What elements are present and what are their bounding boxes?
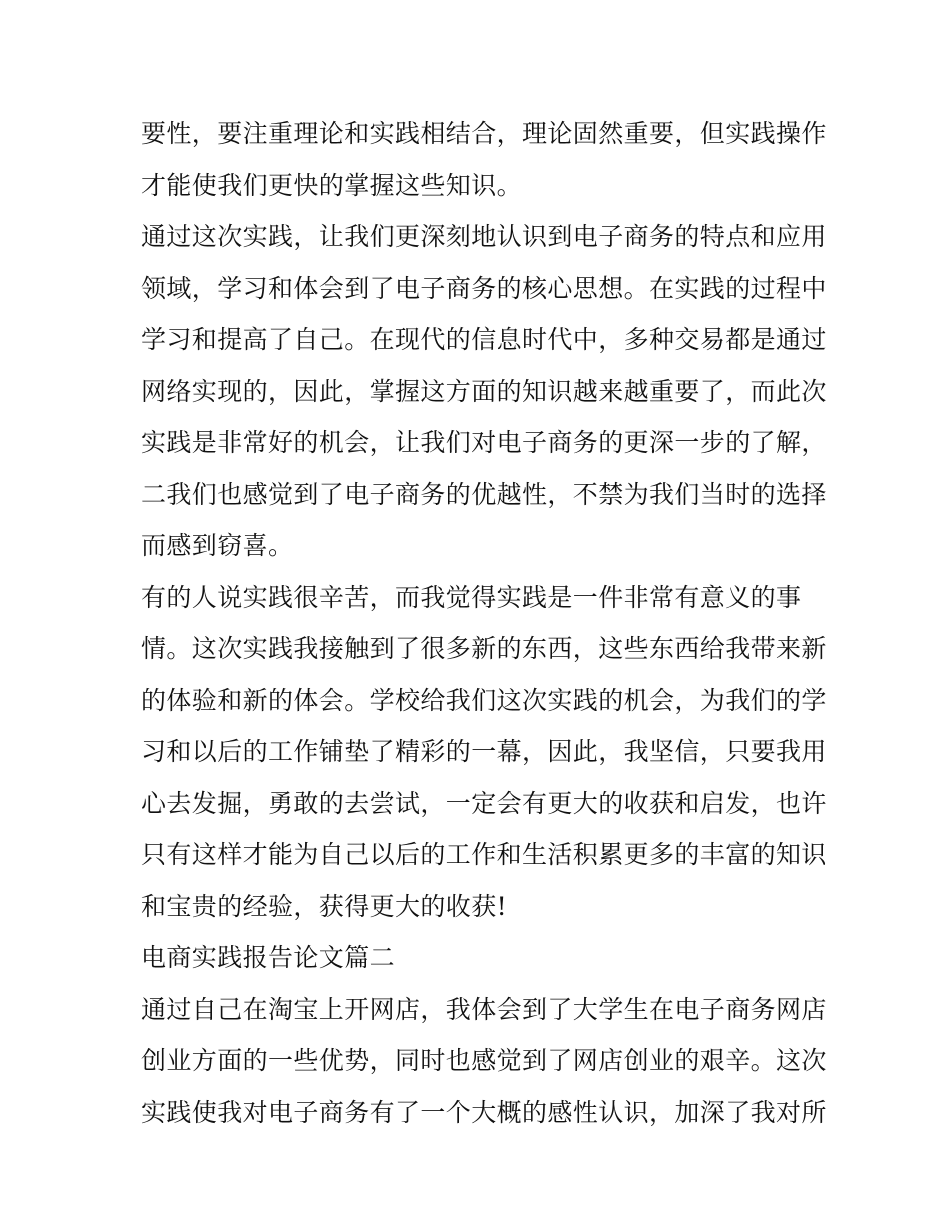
text-line: 要性，要注重理论和实践相结合，理论固然重要，但实践操作 [141,119,827,148]
document-body [141,108,827,1138]
text-line: 和宝贵的经验，获得更大的收获! [141,891,508,921]
text-line: 有的人说实践很辛苦，而我觉得实践是一件非常有意义的事 [141,582,802,612]
text-line: 实践使我对电子商务有了一个大概的感性认识，加深了我对所 [141,1097,827,1127]
text-line: 才能使我们更快的掌握这些知识。 [141,170,523,200]
text-line: 实践是非常好的机会，让我们对电子商务的更深一步的了解， [141,428,827,457]
text-line: 网络实现的，因此，掌握这方面的知识越来越重要了，而此次 [141,376,827,406]
section-heading: 电商实践报告论文篇二 [141,943,396,972]
text-line: 创业方面的一些优势，同时也感觉到了网店创业的艰辛。这次 [141,1046,827,1075]
text-line: 二我们也感觉到了电子商务的优越性，不禁为我们当时的选择 [141,479,827,509]
text-line: 而感到窃喜。 [141,531,294,560]
text-line: 习和以后的工作铺垫了精彩的一幕，因此，我坚信，只要我用 [141,737,827,766]
text-line: 学习和提高了自己。在现代的信息时代中，多种交易都是通过 [141,325,827,354]
text-line: 情。这次实践我接触到了很多新的东西，这些东西给我带来新 [141,634,827,663]
text-line: 只有这样才能为自己以后的工作和生活积累更多的丰富的知识 [141,840,827,869]
text-line: 的体验和新的体会。学校给我们这次实践的机会，为我们的学 [141,685,827,715]
text-line: 心去发掘，勇敢的去尝试，一定会有更大的收获和启发，也许 [141,788,827,818]
text-line: 通过自己在淘宝上开网店，我体会到了大学生在电子商务网店 [141,994,827,1024]
text-line: 通过这次实践，让我们更深刻地认识到电子商务的特点和应用 [141,222,827,251]
text-line: 领域，学习和体会到了电子商务的核心思想。在实践的过程中 [141,273,827,303]
